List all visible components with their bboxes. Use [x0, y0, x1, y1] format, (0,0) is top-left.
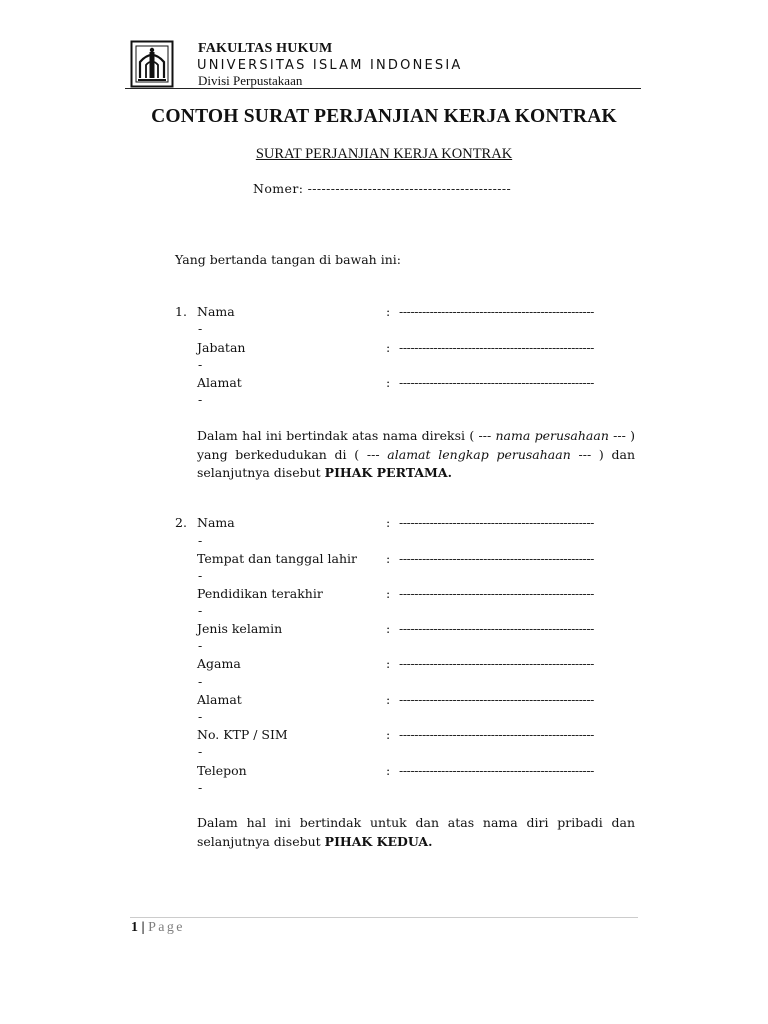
field-label: Pendidikan terakhir — [197, 586, 323, 601]
field-blank-tail: - — [198, 392, 203, 407]
section-number: 1. — [175, 304, 187, 319]
field-label: Jabatan — [197, 340, 246, 355]
field-label: Tempat dan tanggal lahir — [197, 551, 357, 566]
field-blank: --------------------------------------------------- — [399, 692, 595, 707]
field-blank: --------------------------------------------------- — [399, 551, 595, 566]
field-label: Nama — [197, 304, 235, 319]
field-blank-tail: - — [198, 744, 203, 759]
field-blank-tail: - — [198, 780, 203, 795]
field-colon: : — [386, 515, 391, 530]
field-blank-tail: - — [198, 533, 203, 548]
university-name: UNIVERSITAS ISLAM INDONESIA — [197, 58, 463, 73]
section-number: 2. — [175, 515, 187, 530]
field-blank: --------------------------------------------------- — [399, 727, 595, 742]
field-blank-tail: - — [198, 357, 203, 372]
field-label: Nama — [197, 515, 235, 530]
field-label: Alamat — [197, 692, 242, 707]
page-footer: 1 | Page — [131, 920, 185, 935]
intro-text: Yang bertanda tangan di bawah ini: — [175, 252, 401, 267]
field-blank: --------------------------------------------------- — [399, 621, 595, 636]
field-blank: --------------------------------------------------- — [399, 515, 595, 530]
division-name: Divisi Perpustakaan — [198, 73, 303, 88]
field-colon: : — [386, 304, 391, 319]
field-blank-tail: - — [198, 568, 203, 583]
field-colon: : — [386, 692, 391, 707]
field-blank-tail: - — [198, 321, 203, 336]
field-blank: --------------------------------------------------- — [399, 340, 595, 355]
field-blank: --------------------------------------------------- — [399, 304, 595, 319]
field-blank-tail: - — [198, 638, 203, 653]
field-colon: : — [386, 727, 391, 742]
field-colon: : — [386, 586, 391, 601]
field-colon: : — [386, 763, 391, 778]
field-label: Jenis kelamin — [197, 621, 283, 636]
page-number: 1 — [131, 920, 138, 935]
footer-divider — [130, 917, 638, 918]
page-word: Page — [148, 920, 185, 935]
field-label: Alamat — [197, 375, 242, 390]
field-colon: : — [386, 551, 391, 566]
field-label: No. KTP / SIM — [197, 727, 288, 742]
field-colon: : — [386, 621, 391, 636]
university-emblem-icon — [130, 40, 174, 88]
document-number: Nomer: -------------------------------------------- — [253, 181, 512, 196]
field-label: Telepon — [197, 763, 247, 778]
field-blank: --------------------------------------------------- — [399, 763, 595, 778]
field-blank-tail: - — [198, 674, 203, 689]
agreement-subtitle: SURAT PERJANJIAN KERJA KONTRAK — [255, 146, 513, 162]
section2-paragraph: Dalam hal ini bertindak untuk dan atas nama diri pribadi dan selanjutnya disebut PIHAK KEDUA. — [197, 815, 635, 849]
header-divider — [125, 88, 641, 89]
field-blank: --------------------------------------------------- — [399, 586, 595, 601]
document-title: CONTOH SURAT PERJANJIAN KERJA KONTRAK — [151, 106, 617, 127]
field-blank: --------------------------------------------------- — [399, 656, 595, 671]
field-colon: : — [386, 375, 391, 390]
field-blank: --------------------------------------------------- — [399, 375, 595, 390]
field-label: Agama — [197, 656, 241, 671]
field-colon: : — [386, 340, 391, 355]
field-colon: : — [386, 656, 391, 671]
field-blank-tail: - — [198, 709, 203, 724]
faculty-name: FAKULTAS HUKUM — [198, 41, 333, 56]
field-blank-tail: - — [198, 603, 203, 618]
section1-paragraph: Dalam hal ini bertindak atas nama direksi ( --- nama perusahaan --- ) yang berkedudukan di ( --- alamat lengkap perusahaan --- ) dan selanjutnya disebut PIHAK PERTAMA. — [197, 428, 636, 480]
